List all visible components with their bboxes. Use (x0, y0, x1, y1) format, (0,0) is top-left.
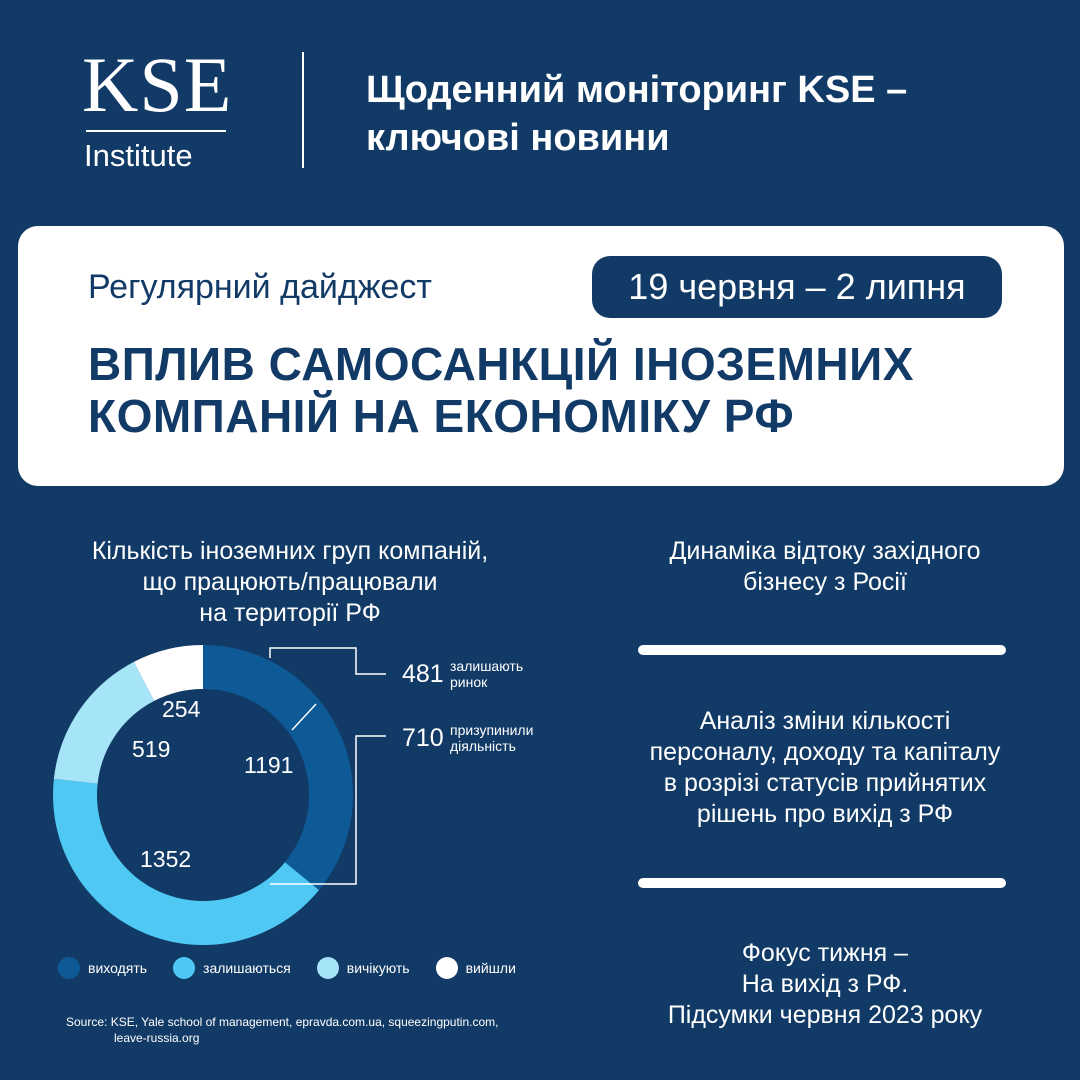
callout-710-value: 710 (402, 724, 444, 752)
digest-title (88, 338, 1048, 442)
topic-1-line-1: Динаміка відтоку західного (669, 537, 981, 565)
digest-subtitle: Регулярний дайджест (88, 268, 432, 306)
legend-dot-zalyshaiutsia (173, 957, 195, 979)
chart-title-line-3: на території РФ (199, 599, 381, 627)
header-title (366, 66, 1046, 162)
legend-dot-vyishly (436, 957, 458, 979)
legend-item-vykhodiat (58, 957, 147, 979)
segment-label-vykhodiat: 1191 (244, 752, 294, 778)
source-note (66, 1014, 536, 1046)
section-divider-1 (638, 645, 1006, 655)
topic-3-line-2: На вихід з РФ. (741, 970, 909, 998)
callout-lines (260, 640, 400, 890)
legend-item-zalyshaiutsia (173, 957, 291, 979)
topic-staff-revenue-analysis (610, 706, 1040, 830)
topic-3-line-1: Фокус тижня – (741, 939, 909, 967)
legend-dot-vykhodiat (58, 957, 80, 979)
chart-title-line-2: що працюють/працювали (142, 568, 438, 596)
digest-title-line-1: ВПЛИВ САМОСАНКЦІЙ ІНОЗЕМНИХ (88, 338, 914, 390)
legend-label-zalyshaiutsia: залишаються (203, 960, 291, 976)
callout-710-label (450, 722, 533, 754)
header-divider (302, 52, 304, 168)
callout-line-481 (270, 648, 386, 674)
legend-label-vykhodiat: виходять (88, 960, 148, 976)
segment-label-vyishly: 254 (162, 696, 201, 722)
callout-710-label-line-1: призупинили (450, 722, 534, 738)
digest-title-line-2: КОМПАНІЙ НА ЕКОНОМІКУ РФ (88, 390, 795, 442)
topic-1-line-2: бізнесу з Росії (743, 568, 907, 596)
header-title-line-1: Щоденний моніторинг KSE – (366, 69, 908, 111)
chart-legend (58, 957, 542, 979)
source-line-2: leave-russia.org (114, 1031, 200, 1045)
topic-3-line-3: Підсумки червня 2023 року (667, 1001, 983, 1029)
callout-481-label (450, 658, 523, 690)
callout-481-label-line-2: ринок (450, 674, 488, 690)
split-line (292, 704, 316, 730)
chart-title (40, 536, 540, 629)
section-divider-2 (638, 878, 1006, 888)
source-line-1: Source: KSE, Yale school of management, epravda.com.ua, squeezingputin.com, (66, 1015, 499, 1029)
legend-item-vyishly (436, 957, 516, 979)
legend-item-vychikuiut (317, 957, 410, 979)
topic-2-line-2: персоналу, доходу та капіталу (649, 738, 1001, 766)
segment-label-vychikuiut: 519 (132, 736, 171, 762)
legend-label-vyishly: вийшли (465, 960, 516, 976)
topic-2-line-3: в розрізі статусів прийнятих (663, 769, 987, 797)
date-range-badge: 19 червня – 2 липня (592, 256, 1002, 318)
logo-divider (86, 130, 226, 132)
kse-logo-institute: Institute (84, 138, 193, 173)
callout-481-label-line-1: залишають (450, 658, 524, 674)
chart-title-line-1: Кількість іноземних груп компаній, (91, 537, 489, 565)
callout-710-label-line-2: діяльність (450, 738, 516, 754)
callout-481-value: 481 (402, 660, 444, 688)
segment-label-zalyshaiutsia: 1352 (140, 846, 192, 872)
legend-dot-vychikuiut (317, 957, 339, 979)
header-title-line-2: ключові новини (366, 117, 670, 159)
topic-2-line-1: Аналіз зміни кількості (699, 707, 951, 735)
topic-2-line-4: рішень про вихід з РФ (696, 800, 954, 828)
callout-line-710 (270, 736, 386, 884)
legend-label-vychikuiut: вичікують (346, 960, 410, 976)
kse-logo: KSE (82, 41, 233, 128)
topic-outflow-dynamics (610, 536, 1040, 598)
topic-weekly-focus (610, 938, 1040, 1031)
